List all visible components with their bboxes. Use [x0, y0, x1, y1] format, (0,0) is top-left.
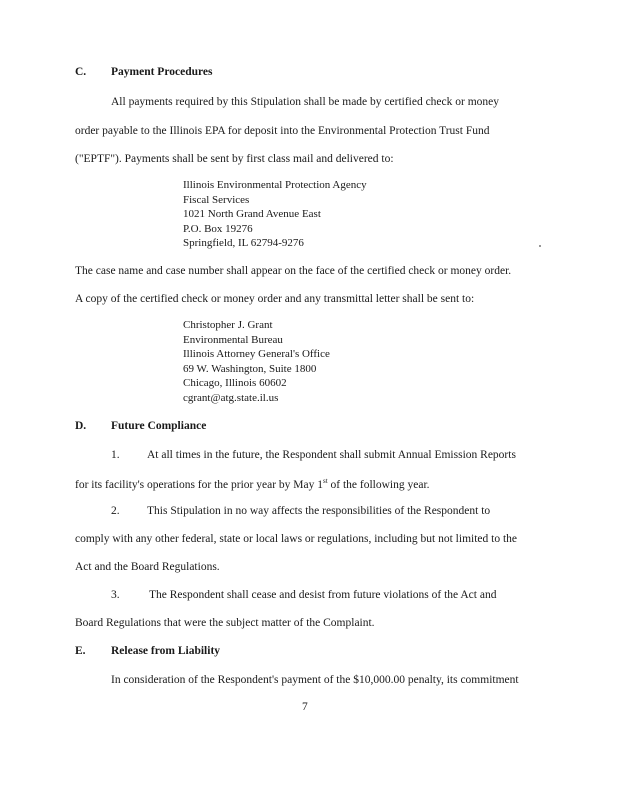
address-line: Illinois Environmental Protection Agency — [183, 179, 367, 191]
section-e-letter: E. — [75, 645, 86, 657]
item-2-line-3: Act and the Board Regulations. — [75, 561, 220, 573]
section-c-letter: C. — [75, 66, 87, 78]
item-3-line-1: The Respondent shall cease and desist from future violations of the Act and — [149, 589, 497, 601]
address-line: P.O. Box 19276 — [183, 222, 253, 235]
item-2-line-1: This Stipulation in no way affects the responsibilities of the Respondent to — [147, 505, 491, 517]
address-line: Christopher J. Grant — [183, 319, 273, 331]
item-1-line-2: for its facility's operations for the prior year by May 1st of the following year. — [75, 477, 430, 491]
email-line: cgrant@atg.state.il.us — [183, 391, 279, 404]
page-number: 7 — [302, 701, 308, 713]
address-line: 69 W. Washington, Suite 1800 — [183, 362, 317, 375]
payment-para-line-1: All payments required by this Stipulation shall be made by certified check or money — [111, 96, 500, 108]
scan-speck — [539, 245, 541, 247]
address-line: Springfield, IL 62794-9276 — [183, 237, 304, 249]
payment-para-line-2: order payable to the Illinois EPA for deposit into the Environmental Protection Trust Fund — [75, 125, 490, 137]
epa-address-block — [183, 178, 367, 251]
case-name-line-2: A copy of the certified check or money order and any transmittal letter shall be sent to: — [75, 293, 475, 305]
section-d-letter: D. — [75, 420, 87, 432]
item-3-number: 3. — [111, 589, 120, 601]
release-line-1: In consideration of the Respondent's payment of the $10,000.00 penalty, its commitment — [111, 674, 519, 686]
payment-para-line-3: ("EPTF"). Payments shall be sent by first class mail and delivered to: — [75, 153, 394, 165]
address-line: Environmental Bureau — [183, 333, 283, 346]
section-e-heading: Release from Liability — [111, 645, 221, 657]
address-line: Fiscal Services — [183, 193, 250, 206]
item-1-number: 1. — [111, 449, 120, 461]
address-line: Illinois Attorney General's Office — [183, 348, 330, 360]
case-name-line-1: The case name and case number shall appear on the face of the certified check or money order. — [75, 265, 512, 277]
address-line: 1021 North Grand Avenue East — [183, 208, 321, 220]
item-2-line-2: comply with any other federal, state or local laws or regulations, including but not limited to the — [75, 533, 518, 545]
item-2-number: 2. — [111, 505, 120, 517]
item-1-line-1: At all times in the future, the Respondent shall submit Annual Emission Reports — [147, 449, 516, 461]
section-d-heading: Future Compliance — [111, 420, 207, 432]
item-3-line-2: Board Regulations that were the subject matter of the Complaint. — [75, 617, 375, 629]
ag-address-block — [183, 318, 330, 405]
address-line: Chicago, Illinois 60602 — [183, 377, 287, 389]
section-c-heading: Payment Procedures — [111, 66, 213, 78]
